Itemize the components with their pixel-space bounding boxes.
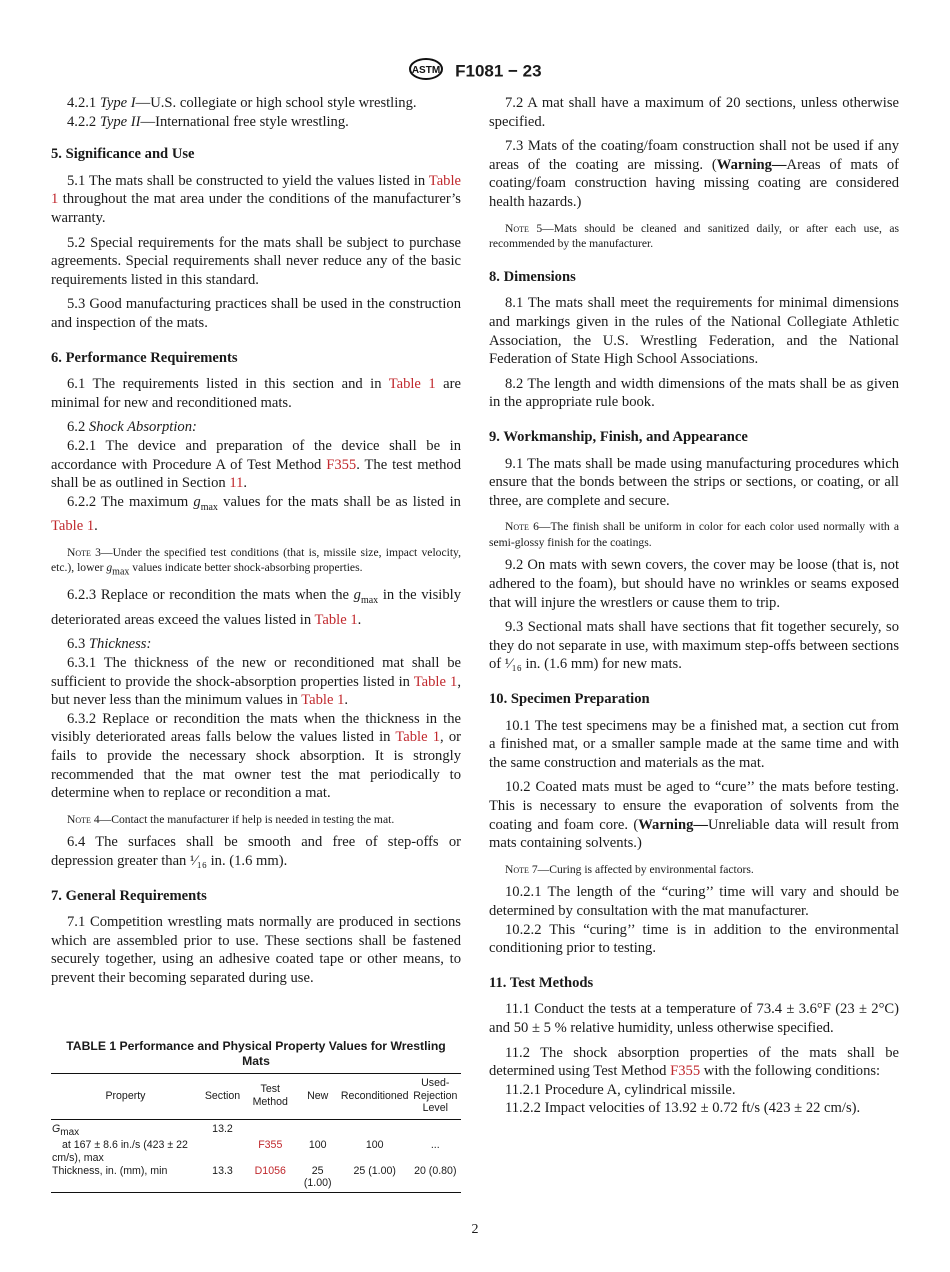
table-1-link[interactable]: Table 1 — [314, 611, 358, 628]
cell-method — [245, 1139, 295, 1164]
cell-recond — [340, 1119, 410, 1139]
col-header-reconditioned: Reconditioned — [340, 1074, 410, 1120]
para-7-2: 7.2 A mat shall have a maximum of 20 sections, unless otherwise specified. — [489, 95, 899, 130]
section-7-heading: 7. General Requirements — [51, 887, 207, 904]
left-column — [51, 94, 461, 987]
para-7-3: 7.3 Mats of the coating/foam construction shall not be used if any areas of the coating are missing. (Warning—Areas of mats of coating/foam construction having missing coating are considered health hazards.) — [489, 138, 900, 210]
para-10-1: 10.1 The test specimens may be a finished mat, a section cut from a finished mat, or a smaller sample made at the same time and with the same construction and materials as the mat. — [489, 717, 899, 771]
right-column — [489, 94, 899, 1118]
table-1-link[interactable]: Table 1 — [51, 172, 461, 208]
section-5-heading: 5. Significance and Use — [51, 146, 195, 163]
col-header-property: Property — [51, 1074, 200, 1120]
cell-used: 20 (0.80) — [410, 1165, 461, 1193]
para-11-1: 11.1 Conduct the tests at a temperature of 73.4 ± 3.6°F (23 ± 2°C) and 50 ± 5 % relative humidity, unless otherwise specified. — [489, 1001, 899, 1036]
para-6-3-1: 6.3.1 The thickness of the new or reconditioned mat shall be sufficient to provide the shock-absorption properties listed in Table 1, but never less than the minimum values in Table 1. — [51, 654, 461, 709]
cell-section: 13.3 — [200, 1165, 245, 1193]
astm-logo-icon — [408, 58, 444, 85]
cell-used — [410, 1119, 461, 1139]
para-6-2-3: 6.2.3 Replace or recondition the mats when the $g_{max}$ in the visibly deteriorated areas exceed the values listed in Table 1. — [51, 587, 461, 628]
para-4-2-1: 4.2.1 Type I—U.S. collegiate or high school style wrestling. — [67, 95, 417, 111]
d1056-link[interactable]: D1056 — [254, 1164, 286, 1177]
table-row — [51, 1165, 461, 1193]
para-11-2: 11.2 The shock absorption properties of the mats shall be determined using Test Method F355 with the following conditions: — [489, 1044, 899, 1080]
cell-method — [245, 1165, 295, 1193]
table-1-link[interactable]: Table 1 — [301, 692, 345, 709]
para-10-2-2: 10.2.2 This “curing’’ time is in addition to the environmental conditioning prior to testing. — [489, 921, 899, 957]
section-11-link[interactable]: 11 — [229, 475, 244, 492]
note-5: Note 5—Mats should be cleaned and sanitized daily, or after each use, as recommended by the manufacturer. — [489, 221, 899, 251]
col-header-section: Section — [200, 1074, 245, 1120]
para-6-3-2: 6.3.2 Replace or recondition the mats when the thickness in the visibly deteriorated areas falls below the values listed in Table 1, or fails to provide the necessary shock absorption. It is strongly recommended that the mat owner test the mat periodically to determine when to replace or recondition a mat. — [51, 710, 461, 802]
para-10-2: 10.2 Coated mats must be aged to “cure’’ the mats before testing. This is necessary to ensure the evaporation of solvents from the coating and foam core. (Warning—Unreliable data will result from mats containing solvents.) — [489, 779, 899, 852]
note-6: Note 6—The finish shall be uniform in color for each color used normally with a semi-glossy finish for the coatings. — [489, 520, 899, 549]
f355-link[interactable]: F355 — [258, 1139, 283, 1152]
cell-new — [296, 1119, 340, 1139]
table-1-link[interactable]: Table 1 — [413, 673, 458, 690]
para-7-1: 7.1 Competition wrestling mats normally are produced in sections which are assembled prior to use. These sections shall be fastened securely together, using an adhesive coated tape or other means, to prevent their becoming separated during use. — [51, 914, 461, 986]
note-3: Note 3—Under the specified test conditions (that is, missile size, impact velocity, etc.), lower $g_{max}$ values indicate better shock-absorbing properties. — [51, 545, 461, 578]
cell-method — [245, 1119, 295, 1139]
section-11-heading: 11. Test Methods — [489, 974, 594, 991]
cell-property: at 167 ± 8.6 in./s (423 ± 22 cm/s), max — [52, 1139, 188, 1165]
para-6-1: 6.1 The requirements listed in this section and in Table 1 are minimal for new and reconditioned mats. — [51, 376, 461, 411]
note-7: Note 7—Curing is affected by environmental factors. — [505, 862, 754, 876]
page-header — [0, 58, 950, 85]
para-5-1: 5.1 The mats shall be constructed to yield the values listed in Table 1 throughout the mat area under the conditions of the manufacturer’s warranty. — [51, 172, 461, 226]
table-1-title: TABLE 1 Performance and Physical Property Values for Wrestling Mats — [66, 1039, 446, 1068]
table-row — [51, 1119, 461, 1139]
para-6-4: 6.4 The surfaces shall be smooth and free of step-offs or depression greater than ¹⁄₁₆ in. (1.6 mm). — [51, 834, 461, 869]
cell-used: ... — [430, 1139, 440, 1152]
note-4: Note 4—Contact the manufacturer if help is needed in testing the mat. — [67, 812, 395, 826]
table-header-row — [51, 1074, 461, 1120]
para-9-2: 9.2 On mats with sewn covers, the cover may be loose (that is, not adhered to the foam), but should have no wrinkles or seams exposed that will injure the wrestlers or cause them to trip. — [489, 557, 899, 611]
col-header-new: New — [296, 1074, 340, 1120]
para-4-2-2: 4.2.2 Type II—International free style wrestling. — [67, 113, 349, 130]
para-5-3: 5.3 Good manufacturing practices shall be used in the construction and inspection of the mats. — [51, 296, 461, 331]
section-9-heading: 9. Workmanship, Finish, and Appearance — [489, 428, 748, 445]
para-10-2-1: 10.2.1 The length of the “curing’’ time will vary and should be determined by consultation with the mat manufacturer. — [489, 884, 899, 919]
table-1-link[interactable]: Table 1 — [388, 376, 436, 393]
para-9-1: 9.1 The mats shall be made using manufacturing procedures which ensure that the bonds between the strips or sections, or coating, or all three, are complete and secure. — [489, 455, 899, 509]
cell-recond: 25 (1.00) — [340, 1165, 410, 1193]
para-9-3: 9.3 Sectional mats shall have sections that fit together securely, so they do not separate in use, with maximum step-offs between sections of ¹⁄₁₆ in. (1.6 mm) for new mats. — [489, 619, 899, 673]
table-1-link[interactable]: Table 1 — [395, 729, 441, 746]
para-5-2: 5.2 Special requirements for the mats shall be subject to purchase agreements. Special requirements shall never reduce any of the basic requirements listed in this standard. — [51, 234, 461, 288]
section-10-heading: 10. Specimen Preparation — [489, 691, 650, 708]
col-header-used-rejection: Used-Rejection Level — [410, 1074, 461, 1120]
cell-property: Thickness, in. (mm), min — [51, 1165, 200, 1193]
cell-section — [200, 1139, 245, 1164]
para-11-2-1: 11.2.1 Procedure A, cylindrical missile. — [505, 1081, 736, 1098]
section-6-heading: 6. Performance Requirements — [51, 349, 238, 366]
cell-property: $G_{max}$ — [52, 1122, 80, 1138]
para-8-1: 8.1 The mats shall meet the requirements for minimal dimensions and markings given in the rules of the National Collegiate Athletic Association, the U.S. Wrestling Federation, and the National Federation of State High School Associations. — [489, 295, 899, 368]
para-6-3: 6.3 Thickness: — [67, 636, 152, 653]
table-row — [51, 1139, 461, 1164]
para-6-2-2: 6.2.2 The maximum $g_{max}$ values for the mats shall be as listed in Table 1. — [51, 493, 461, 535]
cell-new: 25 (1.00) — [296, 1165, 340, 1193]
table-1-link[interactable]: Table 1 — [51, 518, 95, 535]
table-1 — [51, 1073, 461, 1193]
para-6-2-1: 6.2.1 The device and preparation of the device shall be in accordance with Procedure A of Test Method F355. The test method shall be as outlined in Section 11. — [51, 437, 461, 492]
cell-recond: 100 — [365, 1139, 384, 1152]
f355-link[interactable]: F355 — [326, 456, 357, 473]
standard-designation: F1081 − 23 — [455, 61, 542, 81]
f355-link[interactable]: F355 — [670, 1063, 701, 1080]
page-number: 2 — [471, 1222, 479, 1237]
section-8-heading: 8. Dimensions — [489, 268, 576, 285]
cell-section: 13.2 — [212, 1122, 233, 1135]
col-header-test-method: Test Method — [245, 1074, 295, 1120]
cell-new: 100 — [308, 1139, 327, 1152]
svg-text:ASTM: ASTM — [412, 65, 441, 76]
para-6-2: 6.2 Shock Absorption: — [67, 419, 197, 436]
para-8-2: 8.2 The length and width dimensions of the mats shall be as given in the appropriate rule book. — [489, 375, 899, 411]
para-11-2-2: 11.2.2 Impact velocities of 13.92 ± 0.72 ft/s (423 ± 22 cm/s). — [505, 1100, 861, 1117]
